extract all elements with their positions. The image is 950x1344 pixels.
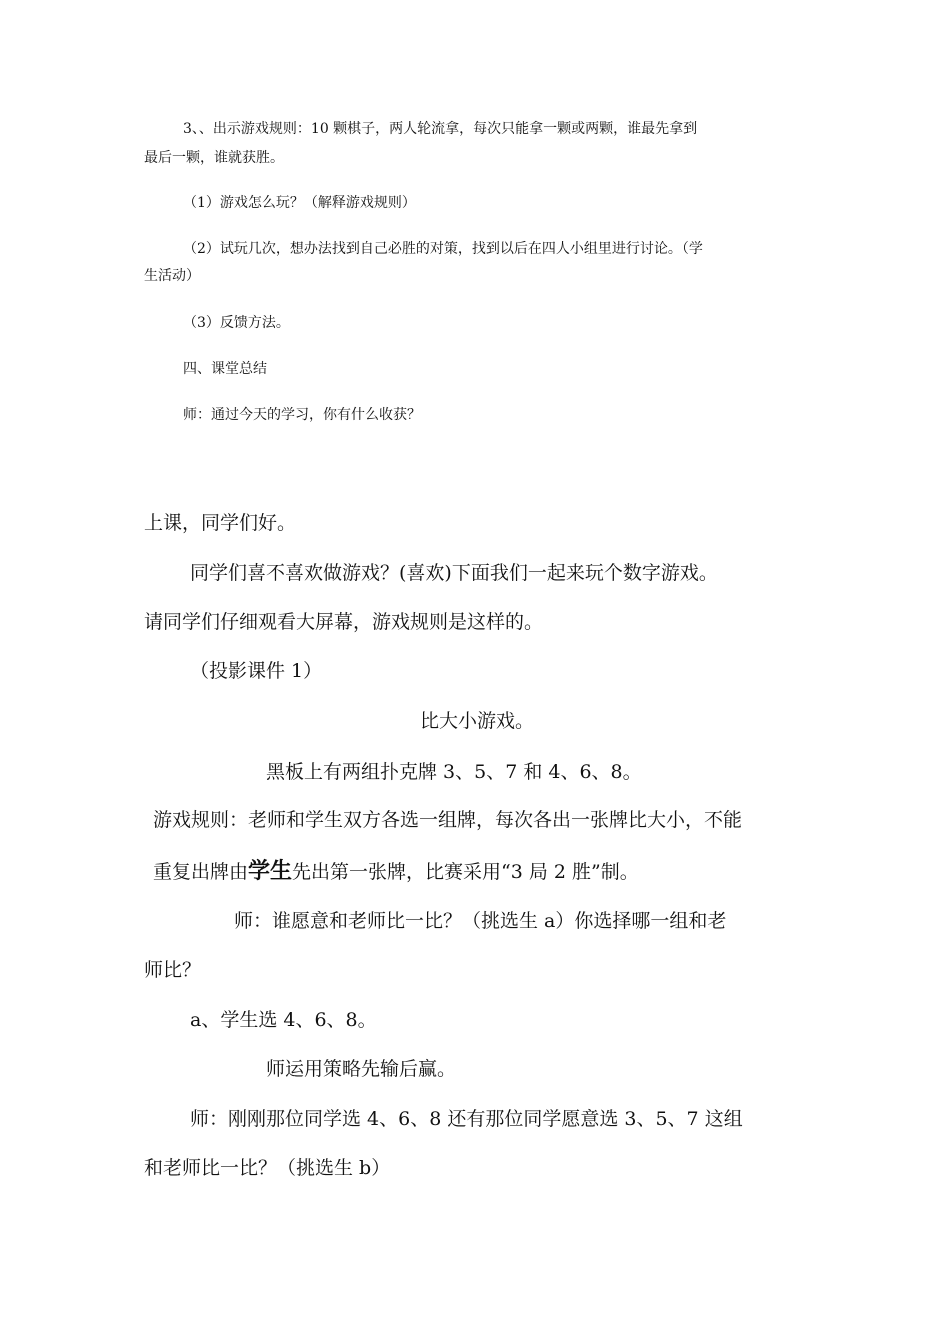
cards-line: 黑板上有两组扑克牌 3、5、7 和 4、6、8。 [266,761,642,783]
strategy-line: 师运用策略先输后赢。 [266,1058,457,1080]
game-title: 比大小游戏。 [420,710,535,732]
rules-line2-emphasis: 学生 [248,859,293,884]
teacher-question: 师：通过今天的学习，你有什么收获？ [183,407,421,423]
rules-line2-start: 重复出牌由 [153,861,249,883]
rules-line1: 游戏规则：老师和学生双方各选一组牌，每次各出一张牌比大小，不能 [153,809,743,831]
section-heading-summary: 四、课堂总结 [183,361,267,377]
rule-paragraph-line2: 最后一颗，谁就获胜。 [144,150,284,166]
rule-paragraph-line1: 3、、出示游戏规则：10 颗棋子，两人轮流拿，每次只能拿一颗或两颗，谁最先拿到 [183,121,698,137]
rules-line2-end: 先出第一张牌，比赛采用“3 局 2 胜”制。 [292,861,639,883]
step-2-line1: （2）试玩几次，想办法找到自己必胜的对策，找到以后在四人小组里进行讨论。（学 [183,241,703,257]
student-a-choice: a、学生选 4、6、8。 [190,1009,377,1031]
second-challenge-line1: 师：刚刚那位同学选 4、6、8 还有那位同学愿意选 3、5、7 这组 [190,1108,743,1130]
second-challenge-line2: 和老师比一比？（挑选生 b） [144,1157,391,1179]
challenge-line2: 师比？ [144,959,202,981]
step-2-line2: 生活动） [144,268,200,284]
screen-line: 请同学们仔细观看大屏幕，游戏规则是这样的。 [144,611,544,633]
step-1-text: （1）游戏怎么玩？（解释游戏规则） [183,195,416,211]
rules-line2 [153,854,639,885]
step-3-text: （3）反馈方法。 [183,315,290,331]
intro-line: 同学们喜不喜欢做游戏？(喜欢)下面我们一起来玩个数字游戏。 [190,562,718,584]
challenge-line1: 师：谁愿意和老师比一比？（挑选生 a）你选择哪一组和老 [234,910,727,932]
projection-line: （投影课件 1） [190,660,323,682]
greeting-line: 上课，同学们好。 [144,512,297,534]
